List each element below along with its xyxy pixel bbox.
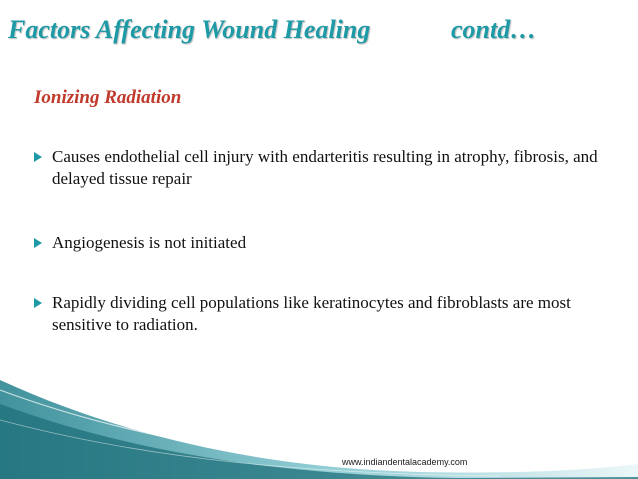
bullet-item xyxy=(34,146,634,190)
bullet-arrow-icon xyxy=(34,152,42,162)
footer-website-link[interactable]: www.indiandentalacademy.com xyxy=(342,457,468,467)
slide-title-text: Factors Affecting Wound Healing xyxy=(8,15,371,44)
bullet-text: Angiogenesis is not initiated xyxy=(52,233,247,252)
section-subtitle: Ionizing Radiation xyxy=(34,87,182,108)
bullet-item xyxy=(34,292,634,336)
bullet-arrow-icon xyxy=(34,238,42,248)
decorative-swoosh xyxy=(0,360,638,479)
bullet-text: Causes endothelial cell injury with endarteritis resulting in atrophy, fibrosis, and delayed tissue repair xyxy=(52,147,598,188)
bullet-arrow-icon xyxy=(34,298,42,308)
bullet-text: Rapidly dividing cell populations like keratinocytes and fibroblasts are most sensitive to radiation. xyxy=(52,293,571,334)
slide-title-contd: contd… xyxy=(451,15,537,44)
slide-title xyxy=(8,14,537,46)
bullet-item xyxy=(34,232,634,254)
